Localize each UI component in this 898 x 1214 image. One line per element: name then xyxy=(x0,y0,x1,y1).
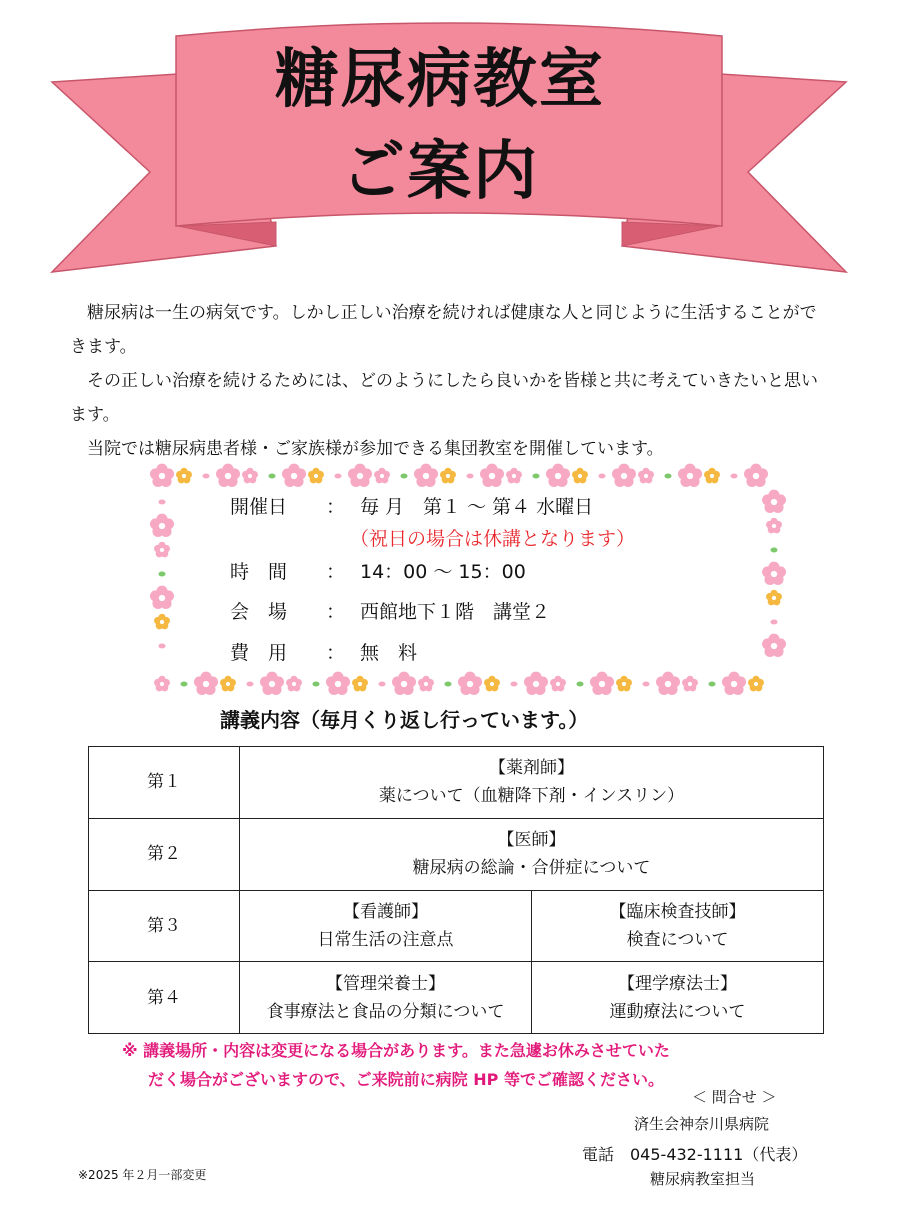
flower-icon xyxy=(194,672,218,695)
flower-icon xyxy=(656,672,680,695)
place-label: 会 場 xyxy=(230,601,288,623)
fee-label: 費 用 xyxy=(230,642,288,664)
leaf-dot-icon xyxy=(511,682,518,687)
flower-icon xyxy=(572,468,588,484)
flower-icon xyxy=(704,468,720,484)
lecturer-role: 【管理栄養士】 xyxy=(326,973,445,994)
lecture-topic: 糖尿病の総論・合併症について xyxy=(412,858,651,879)
lecturer-role: 【理学療法士】 xyxy=(618,973,737,994)
lecture-topic: 検査について xyxy=(626,929,729,950)
week-cell: 第２ xyxy=(89,818,240,890)
flower-icon xyxy=(392,672,416,695)
flower-icon xyxy=(282,464,306,487)
flower-icon xyxy=(722,672,746,695)
flower-icon xyxy=(374,468,390,484)
time-colon: ： xyxy=(326,561,346,583)
flower-icon xyxy=(242,468,258,484)
time-value: 14：00 ～ 15：00 xyxy=(360,561,526,583)
flower-icon xyxy=(440,468,456,484)
flower-icon xyxy=(154,614,170,630)
table-row xyxy=(89,890,824,962)
flower-icon xyxy=(150,464,174,487)
fee-value: 無 料 xyxy=(360,642,418,664)
date-label: 開催日 xyxy=(230,496,288,518)
place-value: 西館地下１階 講堂２ xyxy=(360,601,551,623)
table-row xyxy=(89,962,824,1034)
date-value: 毎 月 第１ ～ 第４ 水曜日 xyxy=(360,496,594,518)
flower-icon xyxy=(176,468,192,484)
leaf-dot-icon xyxy=(731,474,738,479)
flower-icon xyxy=(348,464,372,487)
time-label: 時 間 xyxy=(230,561,288,583)
date-colon: ： xyxy=(326,496,346,518)
flower-icon xyxy=(638,468,654,484)
table-row xyxy=(89,818,824,890)
leaf-dot-icon xyxy=(771,620,778,625)
warning-line-1: ※ 講義場所・内容は変更になる場合があります。また急遽お休みさせていた xyxy=(122,1041,670,1060)
flower-icon xyxy=(286,676,302,692)
flower-icon xyxy=(484,676,500,692)
leaf-dot-icon xyxy=(269,474,276,479)
warning-line-2: だく場合がございますので、ご来院前に病院 HP 等でご確認ください。 xyxy=(148,1070,664,1089)
fee-colon: ： xyxy=(326,642,346,664)
lecturer-role: 【看護師】 xyxy=(343,901,428,922)
change-warning xyxy=(122,1036,782,1094)
place-colon: ： xyxy=(326,601,346,623)
flower-icon xyxy=(744,464,768,487)
flower-icon xyxy=(418,676,434,692)
flower-icon xyxy=(546,464,570,487)
leaf-dot-icon xyxy=(247,682,254,687)
lecturer-role: 【医師】 xyxy=(497,830,566,851)
lecture-cell xyxy=(240,818,824,890)
table-row xyxy=(89,747,824,819)
holiday-note: （祝日の場合は休講となります） xyxy=(350,528,636,550)
contact-phone: 電話 045-432-1111（代表） xyxy=(582,1145,808,1164)
lecture-cell xyxy=(532,890,824,962)
leaf-dot-icon xyxy=(379,682,386,687)
flower-icon xyxy=(154,676,170,692)
flower-icon xyxy=(616,676,632,692)
flower-icon xyxy=(766,590,782,606)
flower-icon xyxy=(150,586,174,609)
flower-icon xyxy=(308,468,324,484)
leaf-dot-icon xyxy=(533,474,540,479)
flower-icon xyxy=(154,542,170,558)
flower-icon xyxy=(150,514,174,537)
lecture-topic: 食事療法と食品の分類について xyxy=(266,1001,505,1022)
leaf-dot-icon xyxy=(467,474,474,479)
leaf-dot-icon xyxy=(771,548,778,553)
intro-text xyxy=(70,296,830,466)
lecture-topic: 薬について（血糖降下剤・インスリン） xyxy=(378,786,685,807)
flower-icon xyxy=(748,676,764,692)
flower-icon xyxy=(414,464,438,487)
lecture-table xyxy=(88,746,824,1034)
schedule-title: 講義内容（毎月くり返し行っています。） xyxy=(220,708,589,732)
contact-heading: ＜ 問合せ ＞ xyxy=(692,1088,777,1106)
leaf-dot-icon xyxy=(159,500,166,505)
lecture-cell xyxy=(532,962,824,1034)
intro-paragraph-3: 当院では糖尿病患者様・ご家族様が参加できる集団教室を開催しています。 xyxy=(87,439,664,459)
contact-organization: 済生会神奈川県病院 xyxy=(634,1115,770,1133)
leaf-dot-icon xyxy=(159,644,166,649)
flower-icon xyxy=(326,672,350,695)
leaf-dot-icon xyxy=(577,682,584,687)
leaf-dot-icon xyxy=(445,682,452,687)
week-cell: 第３ xyxy=(89,890,240,962)
title-line-2: ご案内 xyxy=(341,135,539,209)
flower-icon xyxy=(480,464,504,487)
flower-icon xyxy=(220,676,236,692)
lecture-cell xyxy=(240,747,824,819)
flower-icon xyxy=(352,676,368,692)
flower-icon xyxy=(762,490,786,513)
flower-icon xyxy=(216,464,240,487)
week-cell: 第４ xyxy=(89,962,240,1034)
flower-icon xyxy=(458,672,482,695)
leaf-dot-icon xyxy=(159,572,166,577)
leaf-dot-icon xyxy=(401,474,408,479)
flower-icon xyxy=(682,676,698,692)
intro-paragraph-2: その正しい治療を続けるためには、どのようにしたら良いかを皆様と共に考えていきたいと思います。 xyxy=(70,371,818,425)
leaf-dot-icon xyxy=(181,682,188,687)
flower-icon xyxy=(766,518,782,534)
leaf-dot-icon xyxy=(203,474,210,479)
flower-icon xyxy=(524,672,548,695)
leaf-dot-icon xyxy=(665,474,672,479)
intro-paragraph-1: 糖尿病は一生の病気です。しかし正しい治療を続ければ健康な人と同じように生活することができます。 xyxy=(70,303,817,357)
lecture-cell xyxy=(240,890,532,962)
leaf-dot-icon xyxy=(599,474,606,479)
lecture-topic: 日常生活の注意点 xyxy=(317,929,454,950)
flower-icon xyxy=(260,672,284,695)
title-banner xyxy=(0,0,898,290)
leaf-dot-icon xyxy=(643,682,650,687)
flower-icon xyxy=(762,562,786,585)
lecturer-role: 【臨床検査技師】 xyxy=(609,901,746,922)
week-cell: 第１ xyxy=(89,747,240,819)
title-line-1: 糖尿病教室 xyxy=(275,43,605,117)
flower-icon xyxy=(590,672,614,695)
lecture-cell xyxy=(240,962,532,1034)
flower-icon xyxy=(506,468,522,484)
flower-icon xyxy=(762,634,786,657)
lecture-topic: 運動療法について xyxy=(609,1001,746,1022)
leaf-dot-icon xyxy=(709,682,716,687)
leaf-dot-icon xyxy=(313,682,320,687)
flower-icon xyxy=(550,676,566,692)
revision-footnote: ※2025 年２月一部変更 xyxy=(78,1168,207,1182)
flower-icon xyxy=(612,464,636,487)
lecturer-role: 【薬剤師】 xyxy=(489,758,574,779)
flower-icon xyxy=(678,464,702,487)
contact-department: 糖尿病教室担当 xyxy=(650,1170,756,1188)
leaf-dot-icon xyxy=(335,474,342,479)
